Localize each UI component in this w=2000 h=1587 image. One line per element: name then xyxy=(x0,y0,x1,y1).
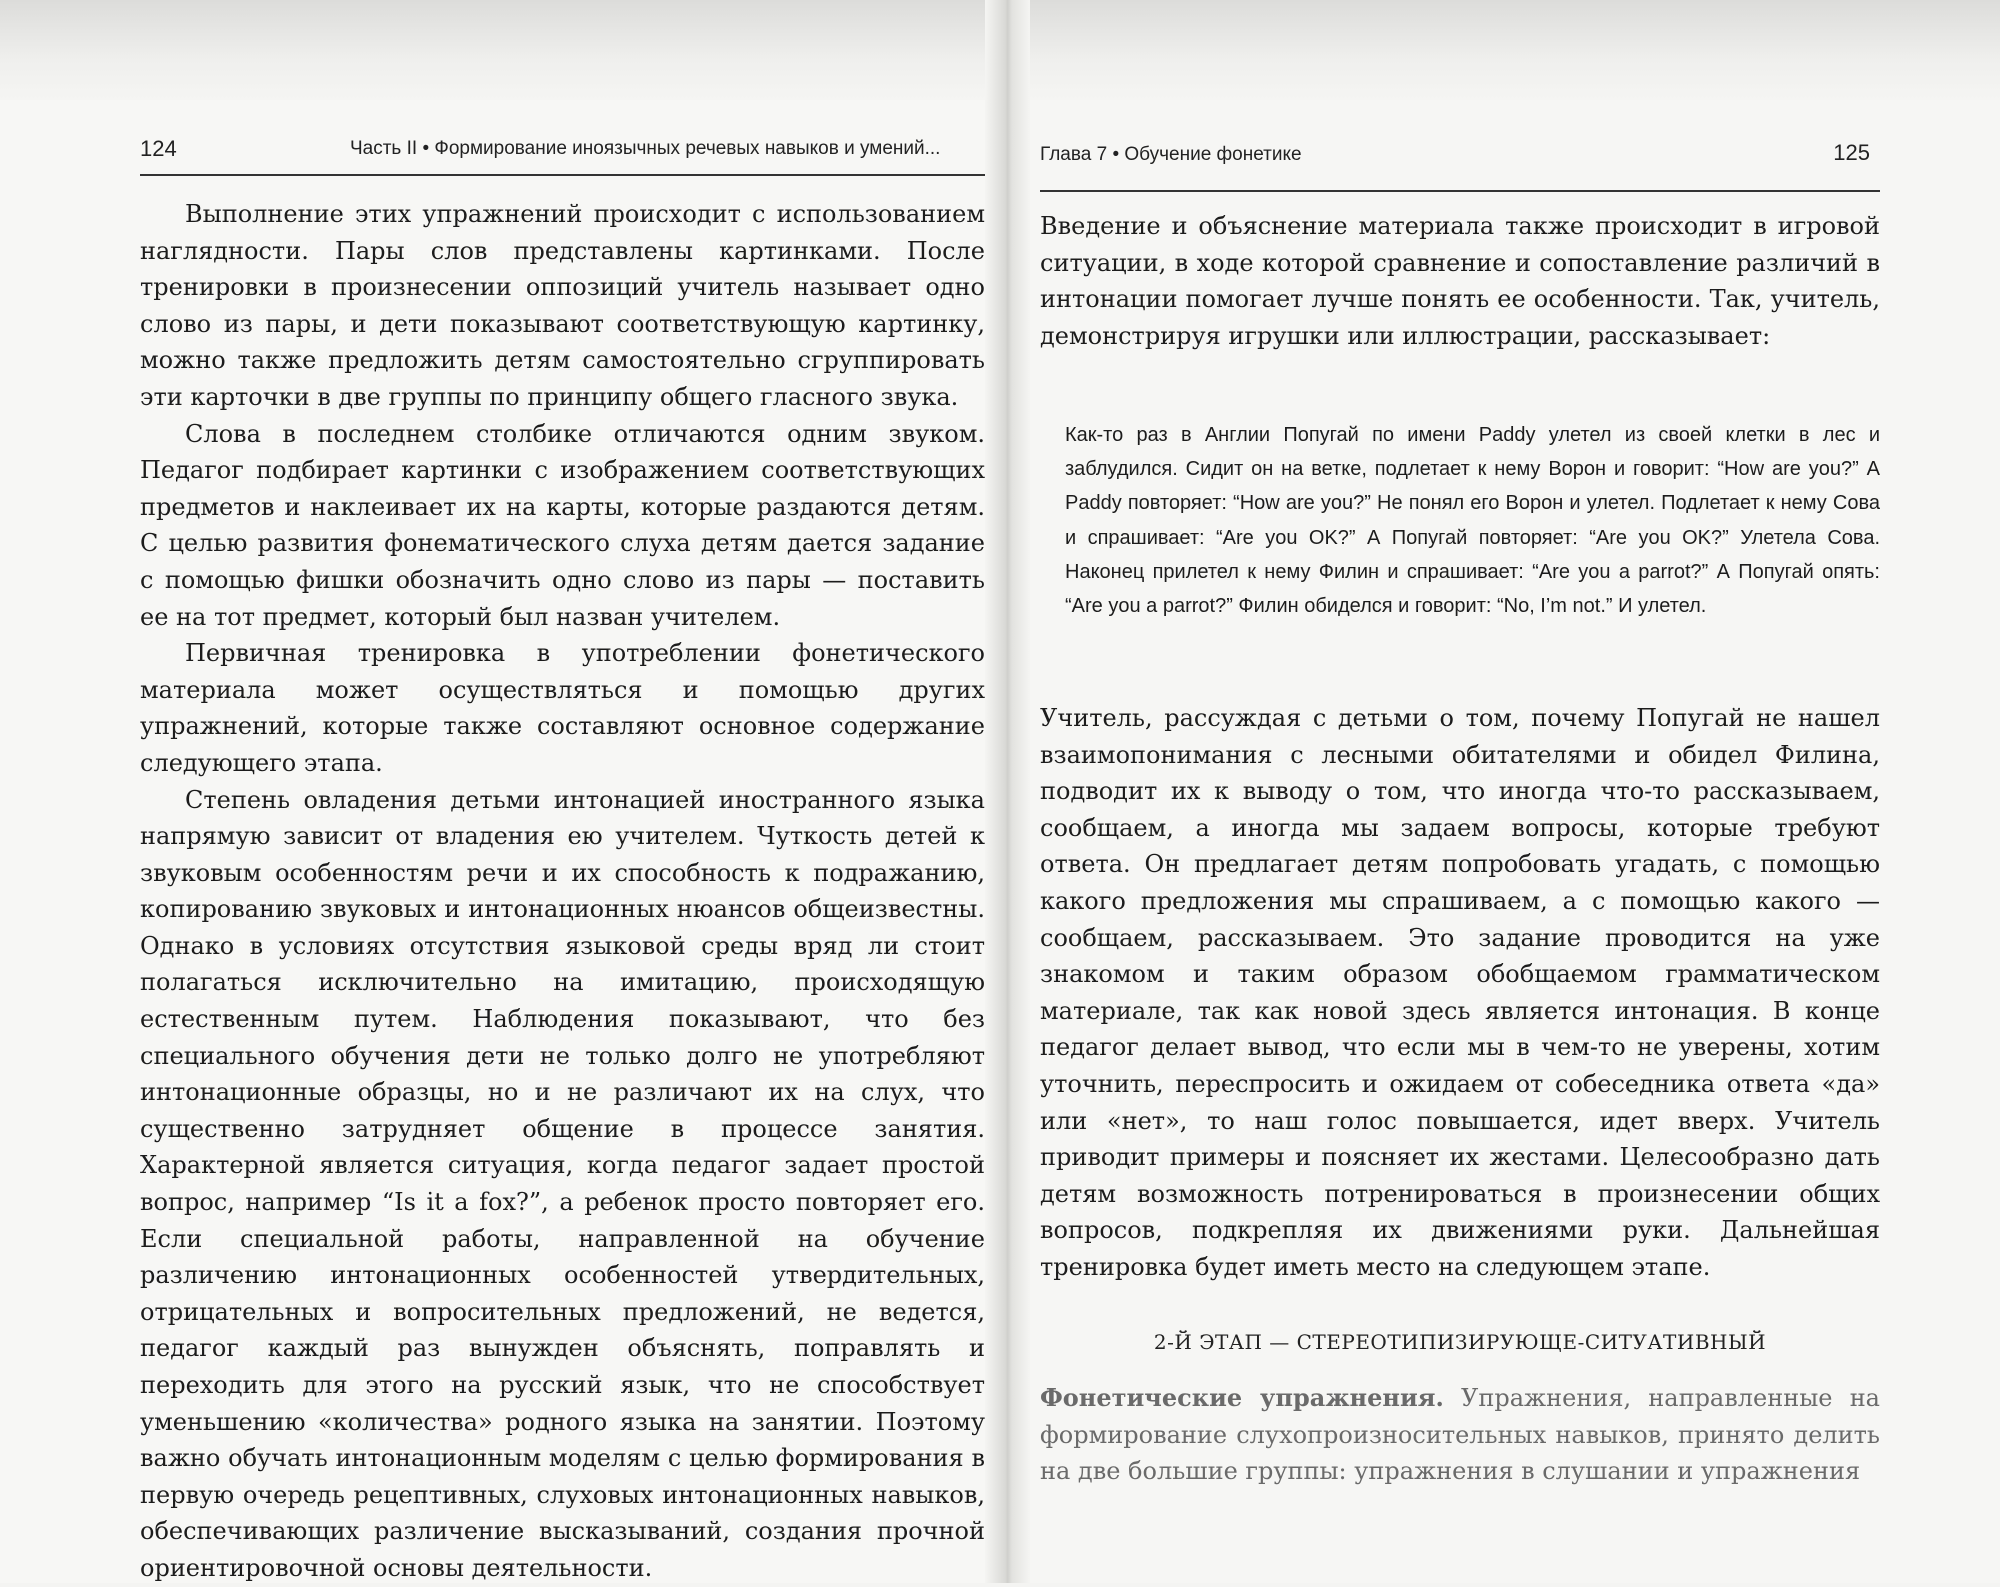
left-paragraph-1: Выполнение этих упражнений происходит с использованием наглядности. Пары слов представлены картинками. После тренировки в произнесении оппозиций учитель называет одно слово из пары, и дети показывают соответствующую картинку, можно также предложить детям самостоятельно сгруппировать эти карточки в две группы по принципу общего гласного звука. xyxy=(140,200,985,411)
stage-heading: 2-Й ЭТАП — СТЕРЕОТИПИЗИРУЮЩЕ-СИТУАТИВНЫЙ xyxy=(1153,1330,1767,1354)
left-paragraph-2: Слова в последнем столбике отличаются одним звуком. Педагог подбирает картинки с изображением соответствующих предметов и наклеивает их на карты, которые раздаются детям. С целью развития фонематического слуха детям дается задание с помощью фишки обозначить одно слово из пары — поставить ее на тот предмет, который был назван учителем. xyxy=(140,419,985,631)
left-body-text xyxy=(140,196,985,1587)
story-text: Как-то раз в Англии Попугай по имени Paddy улетел из своей клетки в лес и заблудился. Сидит он на ветке, подлетает к нему Ворон и говорит: “How are you?” А Paddy повторяет: “How are you?” Не понял его Ворон и улетел. Подлетает к нему Сова и спрашивает: “Are you OK?” А Попугай повторяет: “Are you OK?” Улетела Сова. Наконец прилетел к нему Филин и спрашивает: “Are you a parrot?” А Попугай опять: “Are you a parrot?” Филин обиделся и говорит: “No, I’m not.” И улетел. xyxy=(1065,424,1880,618)
left-page-number: 124 xyxy=(140,136,177,161)
right-running-head-title: Глава 7 • Обучение фонетике xyxy=(1040,144,1302,165)
discussion-paragraph: Учитель, рассуждая с детьми о том, почему Попугай не нашел взаимопонимания с лесными обитателями и обидел Филина, подводит их к выводу о том, что иногда что-то рассказываем, сообщаем, а иногда мы задаем вопросы, которые требуют ответа. Он предлагает детям попробовать угадать, с помощью какого предложения мы спрашиваем, а с помощью какого — сообщаем, рассказываем. Это задание проводится на уже знакомом и таким образом обобщаемом грамматическом материале, так как новой здесь является интонация. В конце педагог делает вывод, что если мы в чем-то не уверены, хотим уточнить, переспросить и ожидаем от собеседника ответа «да» или «нет», то наш голос повышается, идет вверх. Учитель приводит примеры и поясняет их жестами. Целесообразно дать детям возможность потренироваться в произнесении общих вопросов, подкрепляя их движениями руки. Дальнейшая тренировка будет иметь место на следующем этапе. xyxy=(1040,704,1880,1281)
right-page-number: 125 xyxy=(1833,140,1870,165)
right-intro-text xyxy=(1040,208,1880,354)
right-running-header xyxy=(1040,130,1880,172)
right-discussion-text xyxy=(1040,700,1880,1286)
book-gutter xyxy=(985,0,1030,1583)
left-header-rule xyxy=(140,174,985,176)
right-final-text xyxy=(1040,1380,1880,1490)
parrot-story xyxy=(1065,418,1880,623)
left-paragraph-3: Первичная тренировка в употреблении фонетического материала может осуществляться и помощью других упражнений, которые также составляют основное содержание следующего этапа. xyxy=(140,639,985,777)
right-intro-paragraph: Введение и объяснение материала также происходит в игровой ситуации, в ходе которой сравнение и сопоставление различий в интонации помогает лучше понять ее особенности. Так, учитель, демонстрируя игрушки или иллюстрации, рассказывает: xyxy=(1040,212,1880,350)
chapter-label: Глава 7 xyxy=(1040,144,1108,165)
final-lead-term: Фонетические упражнения. xyxy=(1040,1383,1444,1412)
left-running-header xyxy=(140,130,985,172)
final-paragraph-text: Упражнения, направленные на формирование слухопроизносительных навыков, принято делить на две большие группы: упражнения в слушании и упражнения xyxy=(1040,1384,1880,1486)
left-running-head-title: Часть II • Формирование иноязычных речевых навыков и умений... xyxy=(350,138,941,159)
left-paragraph-4: Степень овладения детьми интонацией иностранного языка напрямую зависит от владения ею учителем. Чуткость детей к звуковым особенностям речи и их способность к подражанию, копированию звуковых и интонационных нюансов общеизвестны. Однако в условиях отсутствия языковой среды вряд ли стоит полагаться исключительно на имитацию, происходящую естественным путем. Наблюдения показывают, что без специального обучения дети не только долго не употребляют интонационные образцы, но и не различают их на слух, что существенно затрудняет общение в процессе занятия. Характерной является ситуация, когда педагог задает простой вопрос, например “Is it a fox?”, а ребенок просто повторяет его. Если специальной работы, направленной на обучение различению интонационных особенностей утвердительных, отрицательных и вопросительных предложений, не ведется, педагог каждый раз вынужден объяснять, поправлять и переходить для этого на русский язык, что не способствует уменьшению «количества» родного языка на занятии. Поэтому важно обучать интонационным моделям с целью формирования в первую очередь рецептивных, слуховых интонационных навыков, обеспечивающих различение высказываний, создания прочной ориентировочной основы деятельности. xyxy=(140,785,985,1582)
right-header-rule xyxy=(1040,190,1880,192)
chapter-title: Обучение фонетике xyxy=(1124,144,1302,165)
final-paragraph xyxy=(1040,1380,1880,1490)
